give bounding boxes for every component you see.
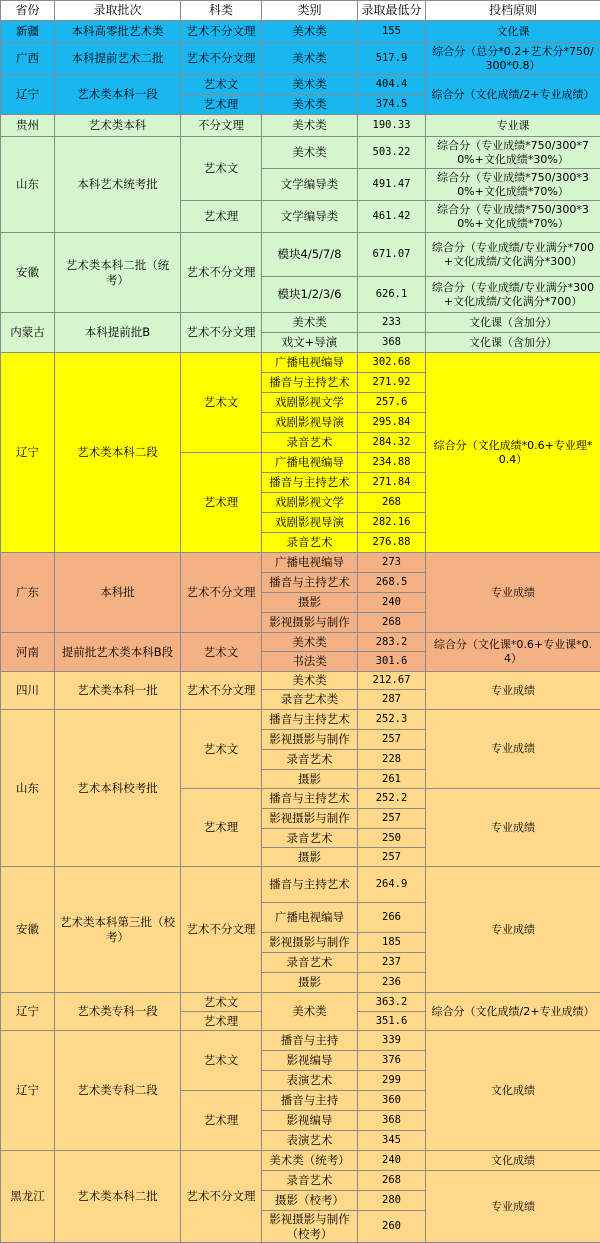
score-cell: 237 bbox=[358, 953, 426, 973]
score-cell: 268 bbox=[358, 613, 426, 633]
principle-cell: 专业课 bbox=[426, 115, 600, 137]
score-cell: 283.2 bbox=[358, 633, 426, 652]
track-cell: 艺术理 bbox=[181, 1091, 262, 1151]
score-cell: 503.22 bbox=[358, 137, 426, 169]
header-province: 省份 bbox=[1, 1, 55, 21]
batch-cell: 艺术类本科二批（统考） bbox=[55, 233, 181, 313]
track-cell: 艺术不分文理 bbox=[181, 1151, 262, 1243]
score-cell: 273 bbox=[358, 553, 426, 573]
score-cell: 252.2 bbox=[358, 789, 426, 809]
score-cell: 351.6 bbox=[358, 1012, 426, 1031]
province-cell: 辽宁 bbox=[1, 353, 55, 553]
score-cell: 287 bbox=[358, 690, 426, 710]
category-cell: 录音艺术 bbox=[262, 953, 358, 973]
score-cell: 404.4 bbox=[358, 75, 426, 95]
score-cell: 461.42 bbox=[358, 201, 426, 233]
province-cell: 贵州 bbox=[1, 115, 55, 137]
score-cell: 268.5 bbox=[358, 573, 426, 593]
table-row bbox=[1, 75, 600, 95]
principle-cell: 综合分（专业成绩*750/300*30%+文化成绩*70%） bbox=[426, 201, 600, 233]
category-cell: 影视摄影与制作 bbox=[262, 809, 358, 829]
category-cell: 摄影 bbox=[262, 848, 358, 867]
track-cell: 艺术不分文理 bbox=[181, 313, 262, 353]
province-cell: 河南 bbox=[1, 633, 55, 672]
category-cell: 播音与主持艺术 bbox=[262, 373, 358, 393]
province-cell: 新疆 bbox=[1, 21, 55, 43]
score-cell: 240 bbox=[358, 593, 426, 613]
table-row bbox=[1, 553, 600, 573]
category-cell: 播音与主持 bbox=[262, 1091, 358, 1111]
table-row bbox=[1, 710, 600, 730]
province-cell: 辽宁 bbox=[1, 1031, 55, 1151]
batch-cell: 艺术类本科第三批（校考） bbox=[55, 867, 181, 993]
score-cell: 264.9 bbox=[358, 867, 426, 903]
province-cell: 四川 bbox=[1, 672, 55, 710]
score-cell: 268 bbox=[358, 1171, 426, 1191]
score-cell: 233 bbox=[358, 313, 426, 333]
table-row bbox=[1, 1031, 600, 1051]
score-cell: 240 bbox=[358, 1151, 426, 1171]
track-cell: 艺术不分文理 bbox=[181, 867, 262, 993]
score-cell: 368 bbox=[358, 333, 426, 353]
category-cell: 美术类 bbox=[262, 95, 358, 115]
track-cell: 艺术文 bbox=[181, 710, 262, 789]
score-cell: 236 bbox=[358, 973, 426, 993]
track-cell: 艺术不分文理 bbox=[181, 21, 262, 43]
batch-cell: 艺术类本科二段 bbox=[55, 353, 181, 553]
principle-cell: 文化成绩 bbox=[426, 1031, 600, 1151]
principle-cell: 专业成绩 bbox=[426, 789, 600, 867]
category-cell: 摄影 bbox=[262, 593, 358, 613]
score-cell: 268 bbox=[358, 493, 426, 513]
category-cell: 模块4/5/7/8 bbox=[262, 233, 358, 277]
score-cell: 368 bbox=[358, 1111, 426, 1131]
score-cell: 257 bbox=[358, 848, 426, 867]
category-cell: 文学编导类 bbox=[262, 201, 358, 233]
principle-cell: 文化课 bbox=[426, 21, 600, 43]
header-row bbox=[1, 1, 600, 21]
score-cell: 376 bbox=[358, 1051, 426, 1071]
score-cell: 252.3 bbox=[358, 710, 426, 730]
category-cell: 美术类 bbox=[262, 633, 358, 652]
category-cell: 文学编导类 bbox=[262, 169, 358, 201]
category-cell: 美术类 bbox=[262, 672, 358, 690]
batch-cell: 本科提前艺术二批 bbox=[55, 43, 181, 75]
category-cell: 影视编导 bbox=[262, 1051, 358, 1071]
category-cell: 美术类 bbox=[262, 313, 358, 333]
category-cell: 播音与主持艺术 bbox=[262, 867, 358, 903]
principle-cell: 专业成绩 bbox=[426, 553, 600, 633]
score-cell: 363.2 bbox=[358, 993, 426, 1012]
category-cell: 影视摄影与制作 bbox=[262, 933, 358, 953]
province-cell: 广东 bbox=[1, 553, 55, 633]
score-cell: 257.6 bbox=[358, 393, 426, 413]
track-cell: 艺术理 bbox=[181, 453, 262, 553]
category-cell: 录音艺术 bbox=[262, 433, 358, 453]
table-row bbox=[1, 21, 600, 43]
table-row bbox=[1, 353, 600, 373]
table-row bbox=[1, 313, 600, 333]
table-row bbox=[1, 633, 600, 652]
category-cell: 美术类 bbox=[262, 75, 358, 95]
track-cell: 艺术不分文理 bbox=[181, 233, 262, 313]
track-cell: 不分文理 bbox=[181, 115, 262, 137]
table-row bbox=[1, 43, 600, 75]
score-cell: 301.6 bbox=[358, 652, 426, 672]
principle-cell: 专业成绩 bbox=[426, 710, 600, 789]
score-cell: 155 bbox=[358, 21, 426, 43]
batch-cell: 艺术类本科一段 bbox=[55, 75, 181, 115]
header-track: 科类 bbox=[181, 1, 262, 21]
category-cell: 影视编导 bbox=[262, 1111, 358, 1131]
principle-cell: 综合分（文化成绩/2+专业成绩） bbox=[426, 993, 600, 1031]
table-row bbox=[1, 993, 600, 1012]
table-body bbox=[1, 1, 600, 1243]
score-cell: 626.1 bbox=[358, 277, 426, 313]
batch-cell: 本科高零批艺术类 bbox=[55, 21, 181, 43]
header-batch: 录取批次 bbox=[55, 1, 181, 21]
batch-cell: 艺术类本科一批 bbox=[55, 672, 181, 710]
score-cell: 284.32 bbox=[358, 433, 426, 453]
score-cell: 276.88 bbox=[358, 533, 426, 553]
category-cell: 广播电视编导 bbox=[262, 903, 358, 933]
principle-cell: 综合分（文化成绩*0.6+专业理*0.4） bbox=[426, 353, 600, 553]
category-cell: 影视摄影与制作 bbox=[262, 730, 358, 750]
score-cell: 302.68 bbox=[358, 353, 426, 373]
score-cell: 517.9 bbox=[358, 43, 426, 75]
category-cell: 摄影 bbox=[262, 770, 358, 789]
category-cell: 录音艺术 bbox=[262, 829, 358, 848]
category-cell: 美术类 bbox=[262, 43, 358, 75]
province-cell: 辽宁 bbox=[1, 993, 55, 1031]
table-row bbox=[1, 115, 600, 137]
track-cell: 艺术理 bbox=[181, 1012, 262, 1031]
category-cell: 美术类 bbox=[262, 137, 358, 169]
track-cell: 艺术不分文理 bbox=[181, 672, 262, 710]
score-cell: 374.5 bbox=[358, 95, 426, 115]
header-principle: 投档原则 bbox=[426, 1, 600, 21]
category-cell: 播音与主持艺术 bbox=[262, 789, 358, 809]
category-cell: 录音艺术 bbox=[262, 750, 358, 770]
category-cell: 影视摄影与制作 bbox=[262, 613, 358, 633]
track-cell: 艺术文 bbox=[181, 993, 262, 1012]
category-cell: 表演艺术 bbox=[262, 1071, 358, 1091]
category-cell: 美术类 bbox=[262, 115, 358, 137]
score-cell: 345 bbox=[358, 1131, 426, 1151]
table-row bbox=[1, 137, 600, 169]
principle-cell: 专业成绩 bbox=[426, 672, 600, 710]
header-category: 类别 bbox=[262, 1, 358, 21]
score-cell: 339 bbox=[358, 1031, 426, 1051]
batch-cell: 提前批艺术类本科B段 bbox=[55, 633, 181, 672]
table-row bbox=[1, 672, 600, 690]
table-row bbox=[1, 1151, 600, 1171]
province-cell: 广西 bbox=[1, 43, 55, 75]
track-cell: 艺术文 bbox=[181, 137, 262, 201]
principle-cell: 专业成绩 bbox=[426, 867, 600, 993]
score-cell: 212.67 bbox=[358, 672, 426, 690]
category-cell: 广播电视编导 bbox=[262, 353, 358, 373]
principle-cell: 文化课（含加分） bbox=[426, 333, 600, 353]
province-cell: 山东 bbox=[1, 710, 55, 867]
score-cell: 671.07 bbox=[358, 233, 426, 277]
category-cell: 摄影（校考） bbox=[262, 1191, 358, 1211]
batch-cell: 艺术类专科一段 bbox=[55, 993, 181, 1031]
province-cell: 辽宁 bbox=[1, 75, 55, 115]
score-cell: 190.33 bbox=[358, 115, 426, 137]
batch-cell: 艺术类专科二段 bbox=[55, 1031, 181, 1151]
track-cell: 艺术文 bbox=[181, 633, 262, 672]
province-cell: 安徽 bbox=[1, 867, 55, 993]
track-cell: 艺术不分文理 bbox=[181, 43, 262, 75]
track-cell: 艺术文 bbox=[181, 353, 262, 453]
category-cell: 美术类（统考） bbox=[262, 1151, 358, 1171]
category-cell: 戏剧影视文学 bbox=[262, 393, 358, 413]
principle-cell: 综合分（专业成绩*750/300*30%+文化成绩*70%） bbox=[426, 169, 600, 201]
batch-cell: 艺术本科校考批 bbox=[55, 710, 181, 867]
category-cell: 播音与主持 bbox=[262, 1031, 358, 1051]
province-cell: 黑龙江 bbox=[1, 1151, 55, 1243]
track-cell: 艺术理 bbox=[181, 789, 262, 867]
principle-cell: 综合分（专业成绩/专业满分*700+文化成绩/文化满分*300） bbox=[426, 233, 600, 277]
province-cell: 安徽 bbox=[1, 233, 55, 313]
category-cell: 表演艺术 bbox=[262, 1131, 358, 1151]
category-cell: 书法类 bbox=[262, 652, 358, 672]
track-cell: 艺术理 bbox=[181, 95, 262, 115]
header-min-score: 录取最低分 bbox=[358, 1, 426, 21]
score-cell: 261 bbox=[358, 770, 426, 789]
track-cell: 艺术理 bbox=[181, 201, 262, 233]
category-cell: 影视摄影与制作（校考） bbox=[262, 1211, 358, 1243]
principle-cell: 综合分（文化课*0.6+专业课*0.4） bbox=[426, 633, 600, 672]
principle-cell: 综合分（总分*0.2+艺术分*750/300*0.8） bbox=[426, 43, 600, 75]
batch-cell: 本科提前批B bbox=[55, 313, 181, 353]
category-cell: 戏剧影视导演 bbox=[262, 413, 358, 433]
score-cell: 271.84 bbox=[358, 473, 426, 493]
principle-cell: 综合分（专业成绩*750/300*70%+文化成绩*30%） bbox=[426, 137, 600, 169]
score-cell: 280 bbox=[358, 1191, 426, 1211]
category-cell: 录音艺术 bbox=[262, 533, 358, 553]
score-cell: 250 bbox=[358, 829, 426, 848]
province-cell: 内蒙古 bbox=[1, 313, 55, 353]
category-cell: 播音与主持艺术 bbox=[262, 573, 358, 593]
score-cell: 491.47 bbox=[358, 169, 426, 201]
category-cell: 戏文+导演 bbox=[262, 333, 358, 353]
category-cell: 美术类 bbox=[262, 21, 358, 43]
score-cell: 257 bbox=[358, 809, 426, 829]
category-cell: 美术类 bbox=[262, 993, 358, 1031]
score-cell: 295.84 bbox=[358, 413, 426, 433]
score-cell: 260 bbox=[358, 1211, 426, 1243]
batch-cell: 艺术类本科 bbox=[55, 115, 181, 137]
principle-cell: 综合分（专业成绩/专业满分*300+文化成绩/文化满分*700） bbox=[426, 277, 600, 313]
category-cell: 广播电视编导 bbox=[262, 553, 358, 573]
score-cell: 282.16 bbox=[358, 513, 426, 533]
category-cell: 广播电视编导 bbox=[262, 453, 358, 473]
category-cell: 播音与主持艺术 bbox=[262, 710, 358, 730]
score-cell: 228 bbox=[358, 750, 426, 770]
score-cell: 234.88 bbox=[358, 453, 426, 473]
category-cell: 摄影 bbox=[262, 973, 358, 993]
score-cell: 185 bbox=[358, 933, 426, 953]
category-cell: 戏剧影视文学 bbox=[262, 493, 358, 513]
score-cell: 257 bbox=[358, 730, 426, 750]
batch-cell: 本科艺术统考批 bbox=[55, 137, 181, 233]
track-cell: 艺术文 bbox=[181, 1031, 262, 1091]
track-cell: 艺术文 bbox=[181, 75, 262, 95]
category-cell: 录音艺术类 bbox=[262, 690, 358, 710]
track-cell: 艺术不分文理 bbox=[181, 553, 262, 633]
batch-cell: 艺术类本科二批 bbox=[55, 1151, 181, 1243]
principle-cell: 文化成绩 bbox=[426, 1151, 600, 1171]
category-cell: 戏剧影视导演 bbox=[262, 513, 358, 533]
principle-cell: 文化课（含加分） bbox=[426, 313, 600, 333]
category-cell: 模块1/2/3/6 bbox=[262, 277, 358, 313]
score-cell: 360 bbox=[358, 1091, 426, 1111]
principle-cell: 专业成绩 bbox=[426, 1171, 600, 1243]
table-row bbox=[1, 867, 600, 903]
table-row bbox=[1, 233, 600, 277]
batch-cell: 本科批 bbox=[55, 553, 181, 633]
score-cell: 266 bbox=[358, 903, 426, 933]
category-cell: 播音与主持艺术 bbox=[262, 473, 358, 493]
score-cell: 299 bbox=[358, 1071, 426, 1091]
province-cell: 山东 bbox=[1, 137, 55, 233]
score-cell: 271.92 bbox=[358, 373, 426, 393]
principle-cell: 综合分（文化成绩/2+专业成绩） bbox=[426, 75, 600, 115]
category-cell: 录音艺术 bbox=[262, 1171, 358, 1191]
